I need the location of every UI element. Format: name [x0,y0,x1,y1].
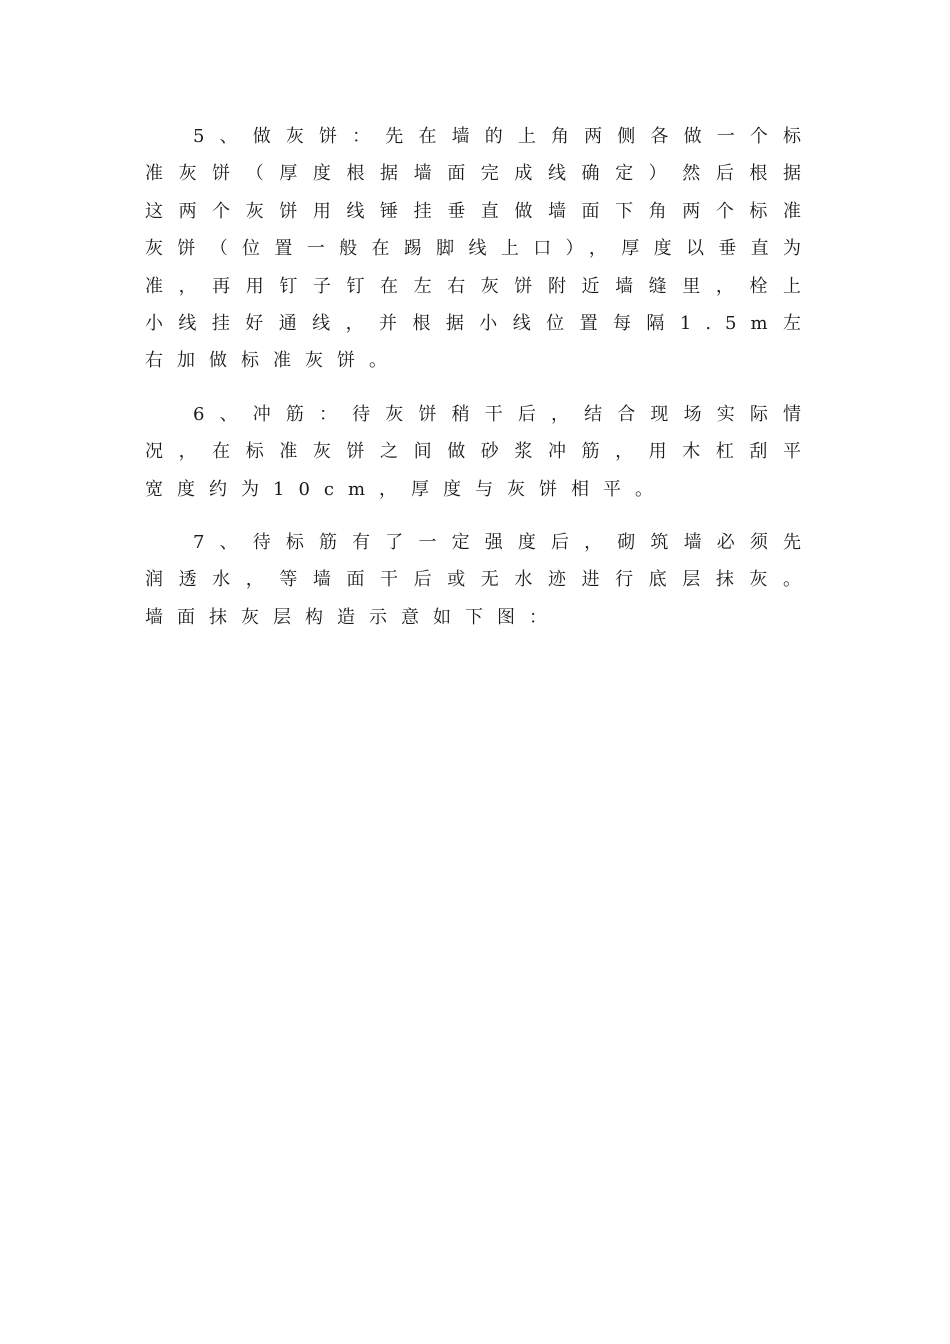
paragraph-step-6: 6、冲筋：待灰饼稍干后，结合现场实际情况，在标准灰饼之间做砂浆冲筋，用木杠刮平宽度约为10cm，厚度与灰饼相平。 [145,403,815,500]
document-body [145,118,815,652]
paragraph-step-7: 7、待标筋有了一定强度后，砌筑墙必须先润透水，等墙面干后或无水迹进行底层抹灰。墙面抹灰层构造示意如下图： [145,532,815,628]
paragraph-step-5: 5、做灰饼：先在墙的上角两侧各做一个标准灰饼（厚度根据墙面完成线确定）然后根据这两个灰饼用线锤挂垂直做墙面下角两个标准灰饼（位置一般在踢脚线上口），厚度以垂直为准，再用钉子钉在左右灰饼附近墙缝里，栓上小线挂好通线，并根据小线位置每隔1.5m左右加做标准灰饼。 [145,126,815,372]
